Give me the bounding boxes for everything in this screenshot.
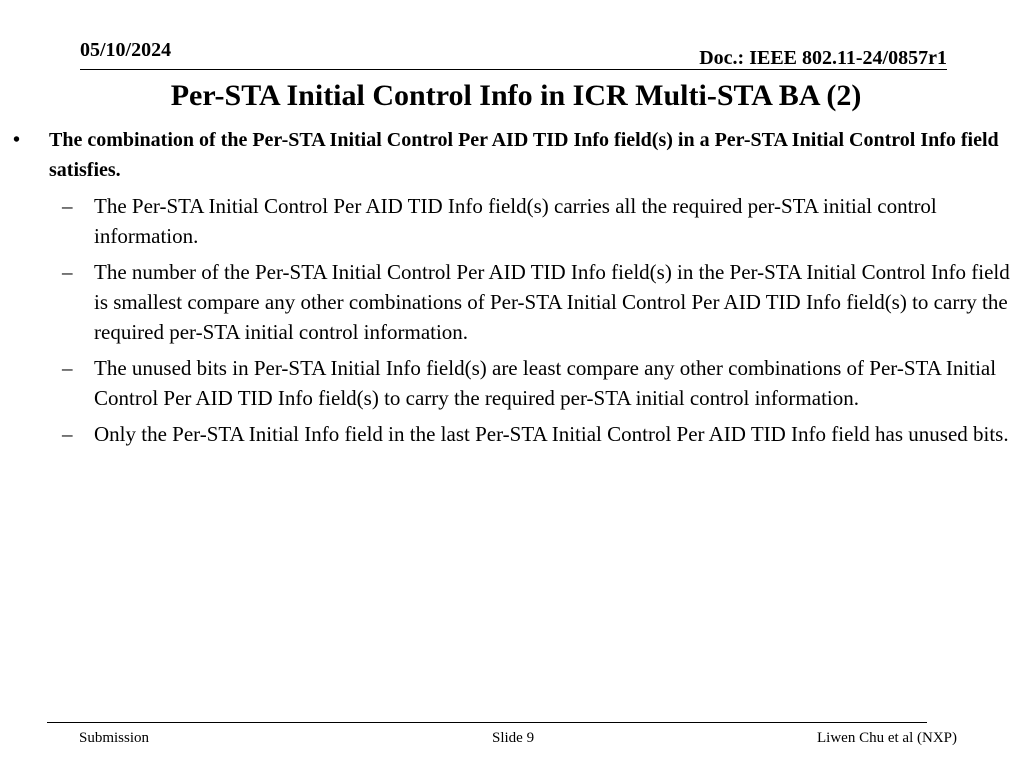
sub-bullet (0, 353, 1024, 413)
dash-marker: – (62, 260, 73, 284)
header-doc-id: Doc.: IEEE 802.11-24/0857r1 (699, 47, 947, 69)
sub-bullet (0, 419, 1024, 449)
footer-divider (47, 722, 927, 723)
sub-bullet-text: Only the Per-STA Initial Info field in the last Per-STA Initial Control Per AID TID Info field has unused bits. (94, 422, 1009, 446)
dash-marker: – (62, 422, 73, 446)
footer-author: Liwen Chu et al (NXP) (817, 730, 957, 746)
dash-marker: – (62, 194, 73, 218)
main-bullet (0, 125, 1024, 185)
sub-bullet-text: The number of the Per-STA Initial Control Per AID TID Info field(s) in the Per-STA Initial Control Info field is smallest compare any other combinations of Per-STA Initial Control Per AID TID Info field(s) to carry the required per-STA initial control information. (94, 260, 1010, 344)
sub-bullet-text: The unused bits in Per-STA Initial Info field(s) are least compare any other combinations of Per-STA Initial Control Per AID TID Info field(s) to carry the required per-STA initial control information. (94, 356, 997, 410)
header-divider (80, 69, 947, 70)
main-bullet-text: The combination of the Per-STA Initial Control Per AID TID Info field(s) in a Per-STA Initial Control Info field satisfies. (49, 129, 999, 181)
header-date: 05/10/2024 (80, 39, 172, 61)
footer-submission: Submission (79, 730, 150, 746)
sub-bullet (0, 257, 1024, 347)
sub-bullet-text: The Per-STA Initial Control Per AID TID Info field(s) carries all the required per-STA initial control information. (94, 194, 937, 248)
slide-title: Per-STA Initial Control Info in ICR Multi-STA BA (2) (170, 79, 862, 112)
dash-marker: – (62, 356, 73, 380)
bullet-marker: • (13, 129, 21, 151)
footer-slide-number: Slide 9 (492, 730, 535, 746)
sub-bullet (0, 191, 1024, 251)
slide-body (0, 125, 1024, 449)
